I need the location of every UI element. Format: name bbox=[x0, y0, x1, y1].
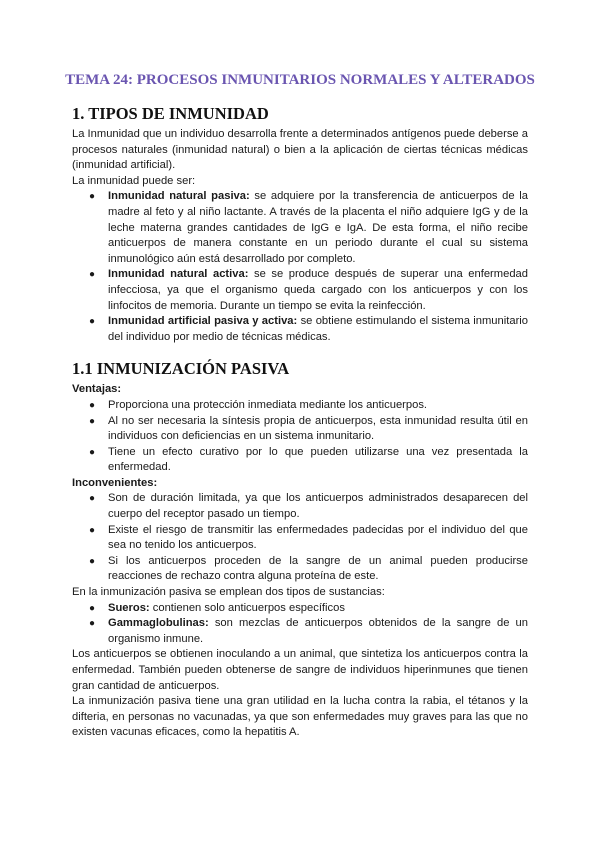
section-1-lead: La inmunidad puede ser: bbox=[72, 174, 196, 187]
list-item bbox=[72, 445, 528, 476]
list-item bbox=[72, 314, 528, 345]
document-body bbox=[72, 104, 528, 741]
bullet-icon: ● bbox=[89, 191, 96, 203]
list-item-term: Gammaglobulinas: bbox=[108, 617, 209, 630]
list-item bbox=[72, 554, 528, 585]
disadvantages-label: Inconvenientes: bbox=[72, 476, 158, 489]
list-item-term: Sueros: bbox=[108, 601, 150, 614]
list-item-term: Inmunidad natural activa: bbox=[108, 268, 249, 281]
list-item-text: Existe el riesgo de transmitir las enfermedades padecidas por el individuo del que sea no tenido los anticuerpos. bbox=[108, 523, 528, 552]
bullet-icon: ● bbox=[89, 618, 96, 630]
antibody-source-paragraph: Los anticuerpos se obtienen inoculando a un animal, que sintetiza los anticuerpos contra la enfermedad. También pueden obtenerse de sangre de individuos hiperinmunes que tienen gran cantidad de anticuerpos. bbox=[72, 648, 528, 692]
list-item bbox=[72, 398, 528, 414]
list-item-text: Son de duración limitada, ya que los anticuerpos administrados desaparecen del cuerpo del receptor pasado un tiempo. bbox=[108, 492, 528, 521]
section-1-heading: 1. TIPOS DE INMUNIDAD bbox=[72, 104, 269, 123]
list-item-text: Al no ser necesaria la síntesis propia de anticuerpos, esta inmunidad resulta útil en individuos con deficiencias en un sistema inmunitario. bbox=[108, 414, 528, 443]
section-1-intro: La Inmunidad que un individuo desarrolla frente a determinados antígenos puede deberse a procesos naturales (inmunidad natural) o bien a la aplicación de ciertas técnicas médicas (inmunidad artificial). bbox=[72, 128, 528, 172]
disadvantages-list bbox=[72, 491, 528, 585]
list-item-text: se se produce después de superar una enfermedad infecciosa, ya que el organismo queda cargado con los anticuerpos y con los linfocitos de memoria. Durante un tiempo se evita la reinfección. bbox=[108, 268, 528, 312]
list-item bbox=[72, 267, 528, 314]
list-item bbox=[72, 189, 528, 267]
list-item-term: Inmunidad natural pasiva: bbox=[108, 190, 250, 203]
list-item bbox=[72, 523, 528, 554]
list-item-text: Si los anticuerpos proceden de la sangre de un animal pueden producirse reacciones de rechazo contra alguna proteína de este. bbox=[108, 554, 528, 583]
bullet-icon: ● bbox=[89, 446, 96, 458]
advantages-list bbox=[72, 398, 528, 476]
bullet-icon: ● bbox=[89, 602, 96, 614]
list-item-text: contienen solo anticuerpos específicos bbox=[149, 601, 345, 614]
list-item-text: se obtiene estimulando el sistema inmunitario del individuo por medio de técnicas médicas. bbox=[108, 315, 528, 343]
list-item-term: Inmunidad artificial pasiva y activa: bbox=[108, 315, 298, 328]
substances-lead: En la inmunización pasiva se emplean dos tipos de sustancias: bbox=[72, 586, 385, 599]
list-item-text: son mezclas de anticuerpos obtenidos de la sangre de un organismo inmune. bbox=[108, 617, 528, 645]
section-2-heading: 1.1 INMUNIZACIÓN PASIVA bbox=[72, 359, 290, 379]
advantages-label: Ventajas: bbox=[72, 383, 122, 396]
bullet-icon: ● bbox=[89, 493, 96, 505]
list-item bbox=[72, 414, 528, 445]
bullet-icon: ● bbox=[89, 524, 96, 536]
list-item bbox=[72, 616, 528, 647]
bullet-icon: ● bbox=[89, 415, 96, 427]
list-item bbox=[72, 491, 528, 522]
bullet-icon: ● bbox=[89, 269, 96, 281]
utility-paragraph: La inmunización pasiva tiene una gran utilidad en la lucha contra la rabia, el tétanos y la difteria, en personas no vacunadas, ya que son enfermedades muy graves para las que no existen vacunas eficaces, como la hepatitis A. bbox=[72, 695, 528, 739]
bullet-icon: ● bbox=[89, 555, 96, 567]
immunity-types-list bbox=[72, 189, 528, 345]
bullet-icon: ● bbox=[89, 399, 96, 411]
list-item-text: Proporciona una protección inmediata mediante los anticuerpos. bbox=[108, 398, 428, 411]
list-item-text: Tiene un efecto curativo por lo que pueden utilizarse una vez presentada la enfermedad. bbox=[108, 445, 528, 474]
list-item-text: se adquiere por la transferencia de anticuerpos de la madre al feto y al niño lactante. A través de la placenta el niño adquiere IgG y de la leche materna grandes cantidades de IgG e IgA. De esta forma, el niño recibe anticuerpos de manera constante en un periodo durante el cual su sistema inmunológico aún está desarrollado por completo. bbox=[108, 190, 528, 265]
document-title: TEMA 24: PROCESOS INMUNITARIOS NORMALES Y ALTERADOS bbox=[65, 72, 535, 88]
list-item bbox=[72, 601, 528, 617]
bullet-icon: ● bbox=[89, 316, 96, 328]
substances-list bbox=[72, 601, 528, 648]
